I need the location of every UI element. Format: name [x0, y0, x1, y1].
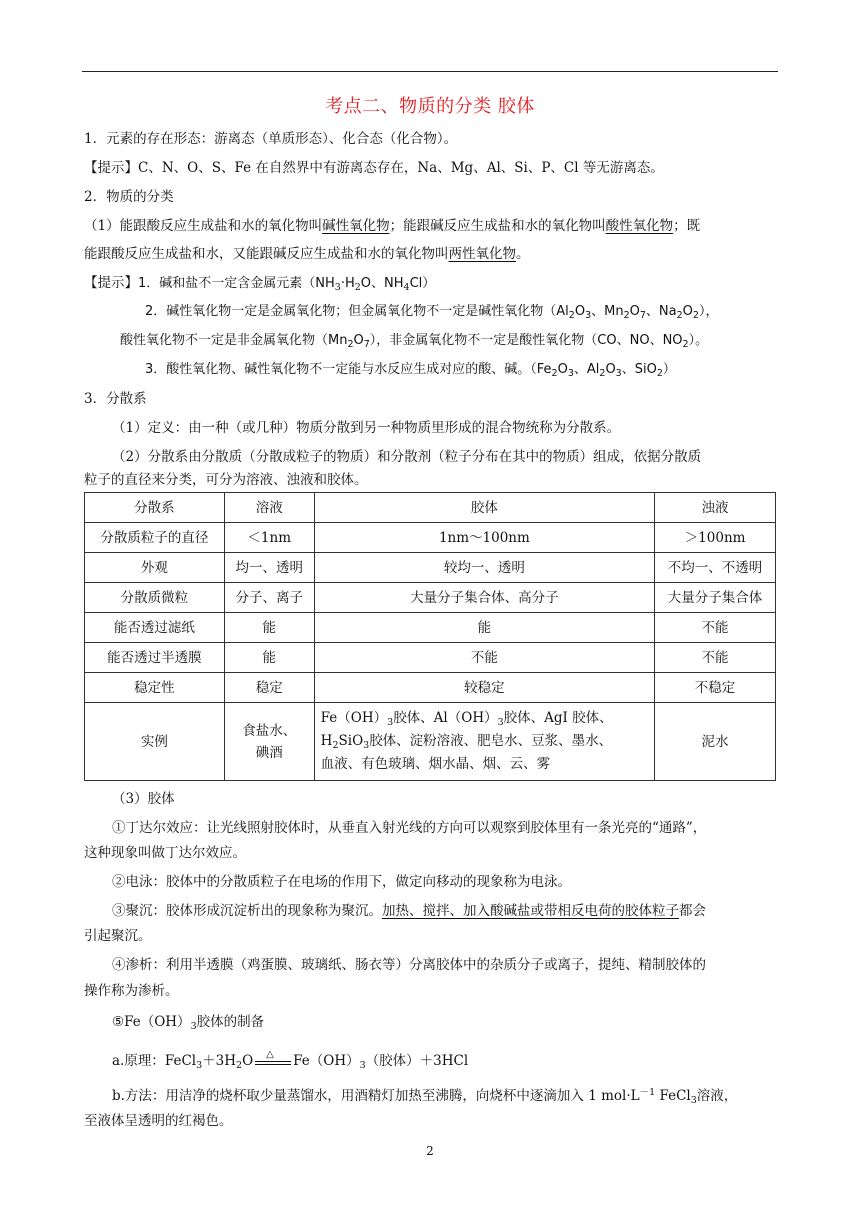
table-cell: ＜1nm — [224, 523, 314, 553]
table-cell: ＞100nm — [655, 523, 776, 553]
text-run: 胶体、淀粉溶液、肥皂水、豆浆、墨水、 — [369, 733, 613, 749]
table-cell: 大量分子集合体、高分子 — [314, 583, 654, 613]
dispersion-table — [84, 492, 776, 781]
text-run: ＋3H — [202, 1053, 237, 1069]
method-line1: b.方法：用洁净的烧杯取少量蒸馏水，用酒精灯加热至沸腾，向烧杯中逐滴加入 1 $mol\cdot L^{-1}$ FeCl$_3$溶液， — [112, 1087, 738, 1106]
table-cell: 均一、透明 — [224, 553, 314, 583]
table-cell: 不能 — [655, 643, 776, 673]
table-header-cell: 浊液 — [655, 493, 776, 523]
text-run: SiO — [338, 733, 364, 749]
table-row — [85, 523, 776, 553]
table-cell: 能 — [314, 613, 654, 643]
dispersion-classification-line1: （2）分散系由分散质（分散成粒子的物质）和分散剂（粒子分布在其中的物质）组成，依据分散质 — [112, 449, 702, 465]
text-run: 3．酸性氧化物、碱性氧化物不一定能与水反应生成对应的酸、碱。（Fe — [145, 362, 552, 377]
text-run: Fe（OH） — [293, 1053, 360, 1069]
table-row — [85, 673, 776, 703]
text-run: ） — [662, 362, 676, 377]
text-run: O — [629, 304, 640, 319]
text-run: H — [320, 733, 333, 749]
table-cell: 较均一、透明 — [314, 553, 654, 583]
tip-2-line3: 酸性氧化物不一定是非金属氧化物$(Mn_2O_7)$，非金属氧化物不一定是酸性氧化物（CO、NO、$NO_2$）。 — [120, 333, 709, 350]
table-row — [85, 613, 776, 643]
text-run: ·H — [340, 276, 355, 291]
text-run: Fe（OH） — [320, 710, 388, 726]
text-run: O — [605, 362, 616, 377]
table-cell-colloid-examples: $Fe(OH)_3$胶体、$Al(OH)_3$胶体、AgI 胶体、 $H_2SiO_3$胶体、淀粉溶液、肥皂水、豆浆、墨水、 血液、有色玻璃、烟水晶、烟、云、雾 — [314, 703, 654, 781]
table-row-examples — [85, 703, 776, 781]
heading-dispersion: 3．分散系 — [84, 391, 147, 407]
table-header-cell: 分散系 — [85, 493, 225, 523]
table-cell: 不稳定 — [655, 673, 776, 703]
coagulation-line1 — [112, 900, 706, 922]
text-run: O、NH — [360, 276, 404, 291]
text-run: （1）能跟酸反应生成盐和水的氧化物叫 — [84, 218, 323, 234]
text-run: O — [242, 1053, 254, 1069]
text-run: 1．碱和盐不一定含金属元素（NH — [138, 276, 335, 291]
text-run: O — [353, 333, 364, 348]
tip-2-line1: 【提示】1．碱和盐不一定含金属元素（$NH_3\cdot H_2O$、$NH_4Cl$） — [84, 275, 436, 293]
electrophoresis: ②电泳：胶体中的分散质粒子在电场的作用下，做定向移动的现象称为电泳。 — [112, 874, 571, 890]
table-cell: 分子、离子 — [224, 583, 314, 613]
text-run: 酸性氧化物不一定是非金属氧化物（Mn — [120, 333, 348, 348]
text-run: 、SiO — [621, 362, 657, 377]
table-cell: 不均一、不透明 — [655, 553, 776, 583]
text-run: O — [682, 304, 693, 319]
table-cell: 分散质微粒 — [85, 583, 225, 613]
text-run: 、Mn — [591, 304, 624, 319]
text-run: 。 — [516, 246, 530, 262]
text-run: FeCl — [655, 1088, 691, 1104]
text-run: 都会 — [679, 903, 706, 919]
text-run: b.方法：用洁净的烧杯取少量蒸馏水，用酒精灯加热至沸腾，向烧杯中逐滴加入 1 mol·L — [112, 1088, 640, 1104]
table-cell: 不能 — [655, 613, 776, 643]
table-cell: 稳定 — [224, 673, 314, 703]
table-row — [85, 553, 776, 583]
text-run: 2．碱性氧化物一定是金属氧化物；但金属氧化物不一定是碱性氧化物（Al — [145, 304, 569, 319]
text-run: 溶液， — [696, 1088, 738, 1104]
heat-triangle-icon: △ — [266, 1048, 274, 1060]
table-cell: 外观 — [85, 553, 225, 583]
amphoteric-oxide-term: 两性氧化物 — [448, 246, 516, 262]
acidic-oxide-term: 酸性氧化物 — [605, 218, 674, 234]
text-run: 血液、有色玻璃、烟水晶、烟、云、雾 — [320, 756, 551, 772]
superscript: －1 — [639, 1087, 656, 1098]
tip-tag: 【提示】 — [84, 275, 138, 291]
text-run: 、Na — [645, 304, 677, 319]
tip-2-line2: 2．碱性氧化物一定是金属氧化物；但金属氧化物不一定是碱性氧化物（$Al_2O_3$、$Mn_2O_7$、$Na_2O_2$）， — [145, 304, 719, 321]
text-run: 能跟酸反应生成盐和水，又能跟碱反应生成盐和水的氧化物叫 — [84, 246, 449, 262]
text-run: O — [557, 362, 568, 377]
dispersion-classification-line2: 粒子的直径来分类，可分为溶液、浊液和胶体。 — [84, 472, 368, 488]
heating-condition-arrow — [253, 1048, 293, 1069]
dispersion-definition: （1）定义：由一种（或几种）物质分散到另一种物质里形成的混合物统称为分散系。 — [112, 420, 621, 436]
table-row — [85, 643, 776, 673]
table-cell: 泥水 — [655, 703, 776, 781]
table-cell: 较稳定 — [314, 673, 654, 703]
table-cell: 能 — [224, 643, 314, 673]
table-header-cell: 溶液 — [224, 493, 314, 523]
dialysis-line2: 操作称为渗析。 — [84, 983, 179, 999]
table-header-row — [85, 493, 776, 523]
paragraph-element-forms: 1．元素的存在形态：游离态（单质形态）、化合态（化合物）。 — [84, 131, 458, 147]
text-run: 、Al — [573, 362, 600, 377]
preparation-heading: $⑤Fe(OH)_3$胶体的制备 — [112, 1014, 265, 1032]
table-cell: 1nm～100nm — [314, 523, 654, 553]
header-rule — [82, 71, 778, 72]
tip-2-line4: 3．酸性氧化物、碱性氧化物不一定能与水反应生成对应的酸、碱。（$Fe_2O_3$、$Al_2O_3$、SiO$_2$） — [145, 362, 676, 379]
text-run: 胶体、AgI 胶体、 — [503, 710, 613, 726]
text-run: ）， — [698, 304, 719, 319]
heading-colloid: （3）胶体 — [112, 791, 175, 807]
table-cell: 分散质粒子的直径 — [85, 523, 225, 553]
tyndall-line2: 这种现象叫做丁达尔效应。 — [84, 845, 246, 861]
text-run: O — [574, 304, 586, 319]
tip-text: C、N、O、S、Fe 在自然界中有游离态存在，Na、Mg、Al、Si、P、Cl 等无游离态。 — [138, 160, 664, 176]
text-run: ；能跟碱反应生成盐和水的氧化物叫 — [389, 218, 606, 234]
coagulation-methods: 加热、搅拌、加入酸碱盐或带相反电荷的胶体粒子 — [382, 903, 679, 919]
page-number: 2 — [426, 1144, 434, 1158]
section-title: 考点二、物质的分类 胶体 — [325, 96, 535, 117]
tip-tag: 【提示】 — [84, 160, 138, 176]
text-run: Cl） — [409, 276, 436, 291]
table-cell: 实例 — [85, 703, 225, 781]
table-cell: 能否透过半透膜 — [85, 643, 225, 673]
table-cell: 稳定性 — [85, 673, 225, 703]
table-header-cell: 胶体 — [314, 493, 654, 523]
oxide-definition-line1 — [84, 215, 700, 237]
dialysis-line1: ④渗析：利用半透膜（鸡蛋膜、玻璃纸、肠衣等）分离胶体中的杂质分子或离子，提纯、精制胶体的 — [112, 957, 706, 973]
principle-equation: a.原理：$FeCl_3+3H_2O$ △ $Fe(OH)_3$（胶体）＋3HCl — [112, 1050, 468, 1072]
text-run: 胶体、Al（OH） — [393, 710, 498, 726]
text-run: ），非金属氧化物不一定是酸性氧化物（CO、NO、NO — [369, 333, 683, 348]
text-run: 胶体的制备 — [196, 1014, 265, 1030]
tyndall-line1: ①丁达尔效应：让光线照射胶体时，从垂直入射光线的方向可以观察到胶体里有一条光亮的“通路”， — [112, 820, 707, 836]
text-run: ⑤Fe（OH） — [112, 1014, 191, 1030]
text-run: ）。 — [688, 333, 709, 348]
heading-classification: 2．物质的分类 — [84, 189, 174, 205]
table-cell: 大量分子集合体 — [655, 583, 776, 613]
table-cell: 不能 — [314, 643, 654, 673]
text-run: a.原理：FeCl — [112, 1053, 197, 1069]
text-run: ；既 — [673, 218, 701, 234]
text-run: （胶体）＋3HCl — [365, 1053, 469, 1069]
basic-oxide-term: 碱性氧化物 — [322, 218, 390, 234]
text-run: ③聚沉：胶体形成沉淀析出的现象称为聚沉。 — [112, 903, 382, 919]
oxide-definition-line2 — [84, 243, 530, 265]
method-line2: 至液体呈透明的红褐色。 — [84, 1113, 233, 1129]
table-row — [85, 583, 776, 613]
coagulation-line2: 引起聚沉。 — [84, 928, 152, 944]
table-cell: 食盐水、碘酒 — [224, 703, 314, 781]
table-cell: 能否透过滤纸 — [85, 613, 225, 643]
table-cell: 能 — [224, 613, 314, 643]
tip-1 — [84, 157, 664, 179]
